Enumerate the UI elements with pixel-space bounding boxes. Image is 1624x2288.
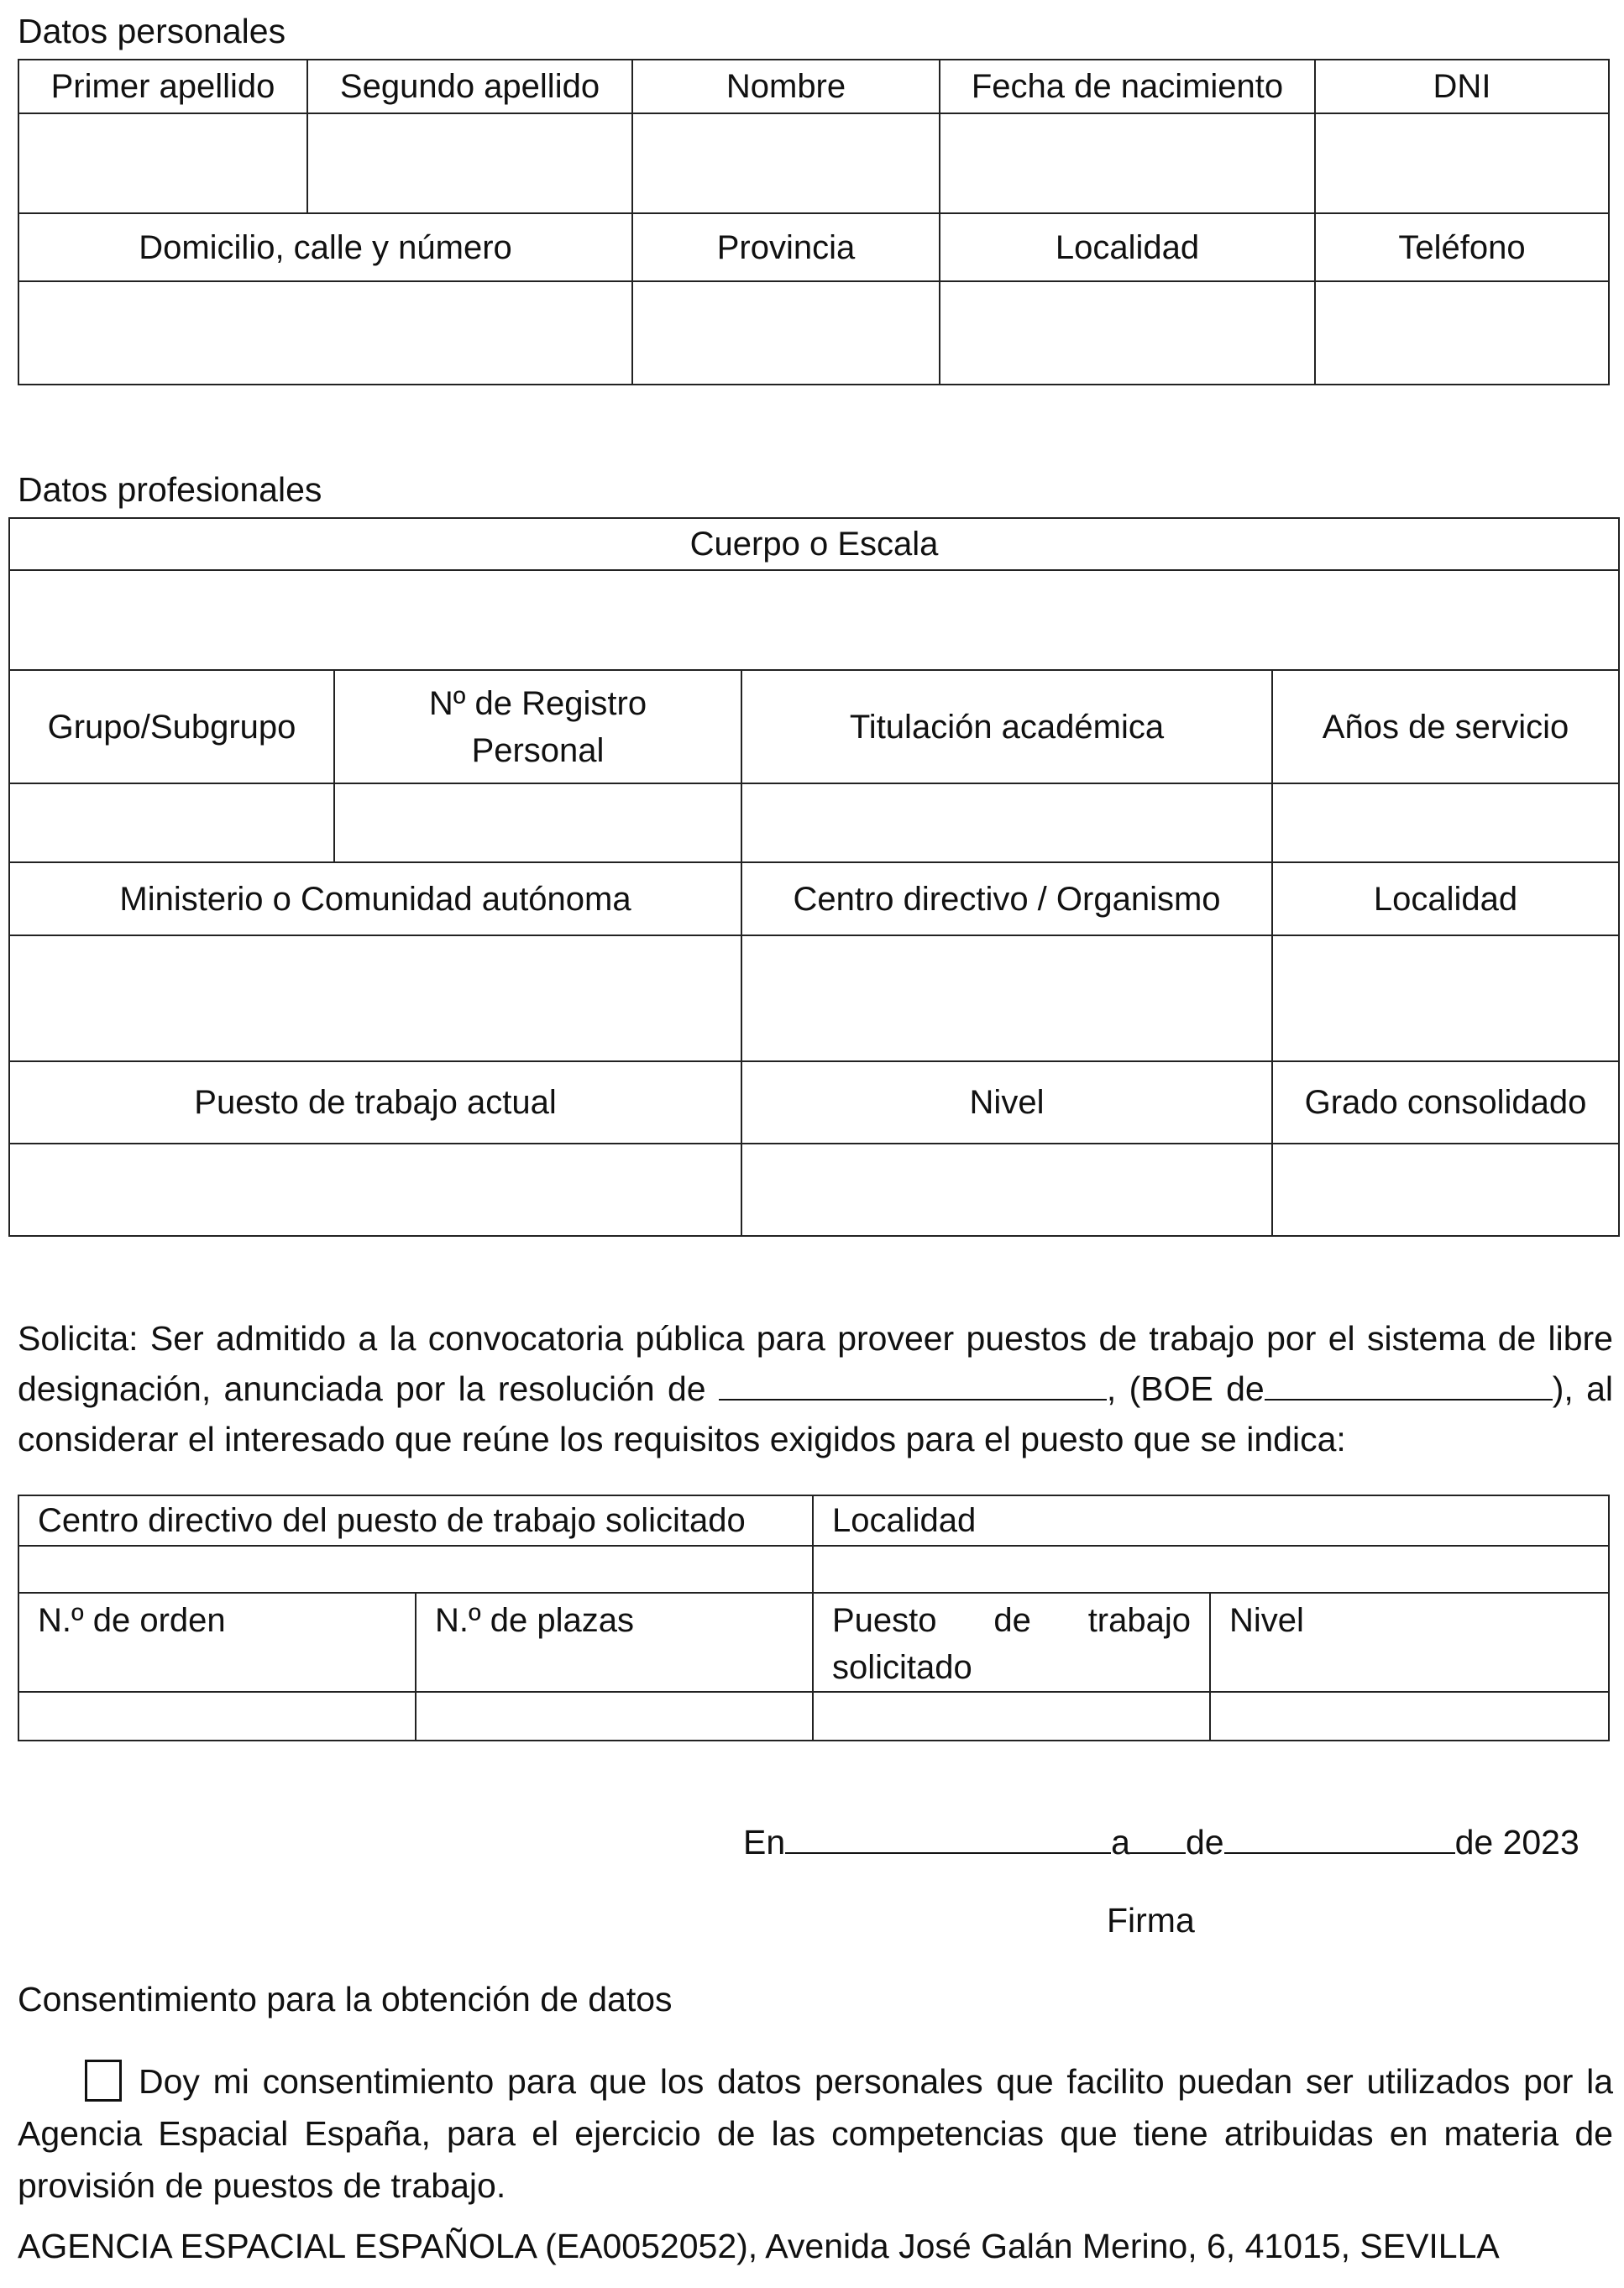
consent-checkbox[interactable] (85, 2060, 122, 2102)
input-grado-consolidado[interactable] (1272, 1144, 1619, 1236)
place-blank[interactable] (785, 1819, 1111, 1854)
header-dni: DNI (1315, 60, 1609, 113)
header-nivel-prof: Nivel (741, 1061, 1272, 1144)
header-titulacion: Titulación académica (741, 670, 1272, 783)
input-domicilio[interactable] (18, 281, 632, 385)
header-telefono: Teléfono (1315, 213, 1609, 281)
professional-data-table (8, 517, 1620, 1237)
header-centro-puesto-solicitado: Centro directivo del puesto de trabajo solicitado (18, 1495, 813, 1546)
header-provincia: Provincia (632, 213, 940, 281)
input-localidad-solicitada[interactable] (813, 1546, 1609, 1593)
header-localidad: Localidad (940, 213, 1315, 281)
header-localidad-solicitada: Localidad (813, 1495, 1609, 1546)
header-registro-personal: Nº de Registro Personal (334, 670, 741, 783)
input-segundo-apellido[interactable] (307, 113, 632, 213)
input-primer-apellido[interactable] (18, 113, 307, 213)
input-centro-puesto-solicitado[interactable] (18, 1546, 813, 1593)
date-a-label: a (1111, 1823, 1130, 1861)
personal-section-title: Datos personales (18, 12, 286, 50)
header-cuerpo-escala: Cuerpo o Escala (9, 518, 1619, 570)
header-segundo-apellido: Segundo apellido (307, 60, 632, 113)
input-dni[interactable] (1315, 113, 1609, 213)
consent-paragraph (18, 2055, 1613, 2212)
input-titulacion[interactable] (741, 783, 1272, 862)
input-numero-orden[interactable] (18, 1692, 416, 1741)
request-text-3: ), al considerar el interesado que reúne los requisitos exigidos para el puesto que se indica: (18, 1369, 1614, 1458)
request-text-2: , (BOE de (1106, 1369, 1265, 1408)
header-anos-servicio: Años de servicio (1272, 670, 1619, 783)
date-en-label: En (743, 1823, 786, 1861)
input-puesto-actual[interactable] (9, 1144, 741, 1236)
header-grado-consolidado: Grado consolidado (1272, 1061, 1619, 1144)
date-de-label: de (1185, 1823, 1224, 1861)
input-grupo-subgrupo[interactable] (9, 783, 334, 862)
input-puesto-solicitado[interactable] (813, 1692, 1210, 1741)
consent-title: Consentimiento para la obtención de datos (18, 1980, 673, 2018)
request-text-1: Solicita: Ser admitido a la convocatoria pública para proveer puestos de trabajo por el sistema de libre designación, anunciada por la resolución de (18, 1319, 1613, 1408)
input-nombre[interactable] (632, 113, 940, 213)
request-paragraph (18, 1313, 1613, 1464)
personal-data-table (18, 59, 1610, 385)
input-fecha-nacimiento[interactable] (940, 113, 1315, 213)
input-numero-plazas[interactable] (416, 1692, 813, 1741)
header-fecha-nacimiento: Fecha de nacimiento (940, 60, 1315, 113)
header-grupo-subgrupo: Grupo/Subgrupo (9, 670, 334, 783)
input-centro-directivo[interactable] (741, 935, 1272, 1061)
header-puesto-actual: Puesto de trabajo actual (9, 1061, 741, 1144)
resolution-blank[interactable] (719, 1365, 1107, 1401)
header-numero-plazas: N.º de plazas (416, 1593, 813, 1692)
requested-position-table (18, 1495, 1610, 1741)
input-localidad[interactable] (940, 281, 1315, 385)
input-anos-servicio[interactable] (1272, 783, 1619, 862)
header-centro-directivo: Centro directivo / Organismo (741, 862, 1272, 935)
header-puesto-solicitado: Puesto de trabajo solicitado (813, 1593, 1210, 1692)
header-nivel-solicitado: Nivel (1210, 1593, 1609, 1692)
header-domicilio: Domicilio, calle y número (18, 213, 632, 281)
boe-date-blank[interactable] (1265, 1365, 1553, 1401)
input-ministerio[interactable] (9, 935, 741, 1061)
input-registro-personal[interactable] (334, 783, 741, 862)
input-telefono[interactable] (1315, 281, 1609, 385)
date-year: de 2023 (1454, 1823, 1579, 1861)
input-nivel-prof[interactable] (741, 1144, 1272, 1236)
date-line (743, 1819, 1579, 1863)
footer-address: AGENCIA ESPACIAL ESPAÑOLA (EA0052052), Avenida José Galán Merino, 6, 41015, SEVILLA (18, 2227, 1500, 2265)
month-blank[interactable] (1224, 1819, 1455, 1854)
header-localidad-prof: Localidad (1272, 862, 1619, 935)
input-nivel-solicitado[interactable] (1210, 1692, 1609, 1741)
header-ministerio: Ministerio o Comunidad autónoma (9, 862, 741, 935)
input-cuerpo-escala[interactable] (9, 570, 1619, 670)
signature-label: Firma (1107, 1901, 1195, 1940)
professional-section-title: Datos profesionales (18, 470, 322, 509)
input-provincia[interactable] (632, 281, 940, 385)
header-primer-apellido: Primer apellido (18, 60, 307, 113)
header-nombre: Nombre (632, 60, 940, 113)
header-numero-orden: N.º de orden (18, 1593, 416, 1692)
input-localidad-prof[interactable] (1272, 935, 1619, 1061)
day-blank[interactable] (1130, 1819, 1186, 1854)
consent-text: Doy mi consentimiento para que los datos personales que facilito puedan ser utilizados por la Agencia Espacial España, para el ejercicio de las competencias que tiene atribuidas en materia de provisión de puestos de trabajo. (18, 2062, 1613, 2205)
